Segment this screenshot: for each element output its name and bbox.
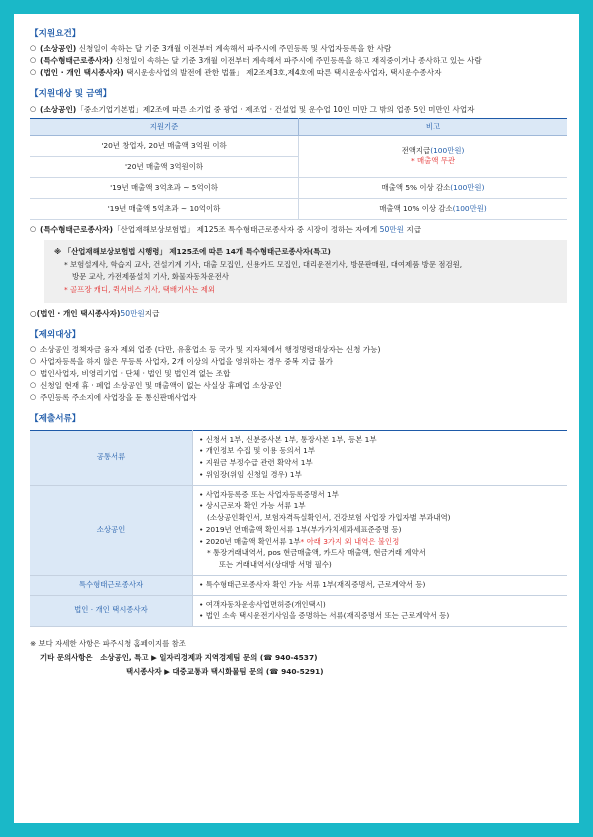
table-cell: '20년 창업자, 20년 매출액 3억원 이하 [30,135,299,156]
table-row [30,177,567,198]
doc-group-label: 특수형태근로종사자 [30,575,193,595]
list-item: ○ (소상공인) 신청일이 속하는 달 기준 3개월 이전부터 계속해서 파주시에 주민등록 및 사업자등록을 한 사람 [30,44,392,54]
section-title-eligibility: 【지원대상 및 금액】 [30,89,112,100]
doc-group-label: 공통서류 [30,430,193,485]
doc-group-label: 법인 · 개인 택시종사자 [30,595,193,626]
doc-group-items: • 사업자등록증 또는 사업자등록증명서 1부 • 상시근로자 확인 가능 서류 1부 (소상공인확인서, 보험자격득실확인서, 건강보험 사업장 가입자별 부과내역) • 2019년 연매출액 확인서류 1부(부가가치세과세표준증명 등) • 2020년 매출액 확인서류 1부 * 아래 3가지 외 내역은 불인정 * 통장거래내역서, pos 현금매출액, 카드사 매출액, 현금거래 계약서 또는 거래내역서(상대방 서명 필수) [193,485,568,575]
table-row [30,595,567,626]
table-row [30,430,567,485]
doc-group-label: 소상공인 [30,485,193,575]
table-cell-merged-note: 전액지급(100만원) * 매출액 무관 [299,135,568,177]
table-cell: '19년 매출액 5억초과 ~ 10억이하 [30,198,299,219]
table-header: 지원기준 [30,118,299,135]
table-row [30,198,567,219]
section-title-documents: 【제출서류】 [30,414,81,425]
table-cell: '20년 매출액 3억원이하 [30,156,299,177]
table-row [30,135,567,156]
contact-footer: ※ 보다 자세한 사항은 파주시청 홈페이지를 참조 기타 문의사항은 소상공인, 특고 ▶ 일자리경제과 지역경제팀 문의 (☎ 940-4537) 택시종사자 ▶ 대중교통과 택시화물팀 문의 (☎ 940-5291) [30,639,324,676]
document-page [14,14,579,823]
list-item: ○ (특수형태근로종사자) 신청일이 속하는 달 기준 3개월 이전부터 계속해서 파주시에 주민등록을 하고 재직중이거나 종사하고 있는 사람 [30,56,482,66]
doc-group-items: • 여객자동차운송사업면허증(개인택시) • 법인 소속 택시운전기사임을 증명하는 서류(재직증명서 또는 근로계약서 등) [193,595,568,626]
requirements-list [30,43,567,78]
list-item: ○ 법인사업자, 비영리기업 · 단체 · 법인 및 법인격 없는 조합 [30,369,231,379]
support-criteria-table [30,118,567,220]
table-cell: '19년 매출액 3억초과 ~ 5억이하 [30,177,299,198]
list-item: ○ 신청일 현재 휴 · 폐업 소상공인 및 매출액이 없는 사실상 휴폐업 소상공인 [30,381,282,391]
section-title-exclusions: 【제외대상】 [30,329,81,340]
table-header: 비고 [299,118,568,135]
table-row [30,575,567,595]
list-item: ○ 소상공인 정책자금 융자 제외 업종 (다만, 유흥업소 등 국가 및 지자체에서 행정명령대상자는 신청 가능) [30,345,381,355]
list-item: ○ (소상공인)「중소기업기본법」제2조에 따른 소기업 중 광업 · 제조업 · 건설업 및 운수업 10인 미만 그 밖의 업종 5인 미만인 사업자 [30,104,475,114]
section-title-requirements: 【지원요건】 [30,29,81,39]
table-cell: 매출액 5% 이상 감소(100만원) [299,177,568,198]
list-item: ○ (법인 · 개인 택시종사자) 50만원 지급 [30,308,160,318]
list-item: ○ (특수형태근로종사자)「산업재해보상보험법」 제125조 특수형태근로종사자 중 시장이 정하는 자에게 50만원 지급 [30,224,422,234]
table-row [30,485,567,575]
list-item: ○ 사업자등록을 하지 않은 무등록 사업자, 2개 이상의 사업을 영위하는 경우 중복 지급 불가 [30,357,333,367]
special-worker-note-box: ※ 「산업재해보상보험법 시행령」 제125조에 따른 14개 특수형태근로종사자(특고) * 보험설계사, 학습지 교사, 건설기계 기사, 대출 모집인, 신용카드 모집인, 대리운전기사, 방문판매원, 대여제품 방문 점검원, 방문 교사, 가전제품설치 기사, 화물자동차운전사 * 골프장 캐디, 퀵서비스 기사, 택배기사는 제외 [44,240,567,303]
list-item: ○ 주민등록 주소지에 사업장을 둔 통신판매사업자 [30,393,197,403]
exclusions-list [30,344,567,403]
table-cell: 매출액 10% 이상 감소(100만원) [299,198,568,219]
doc-group-items: • 특수형태근로종사자 확인 가능 서류 1부(재직증명서, 근로계약서 등) [193,575,568,595]
required-documents-table [30,430,567,627]
list-item: ○ (법인 · 개인 택시종사자) 택시운송사업의 발전에 관한 법률」 제2조제3호,제4호에 따른 택시운송사업자, 택시운수종사자 [30,68,442,78]
doc-group-items: • 신청서 1부, 신분증사본 1부, 통장사본 1부, 등본 1부 • 개인정보 수집 및 이용 동의서 1부 • 지원금 부정수급 관련 확약서 1부 • 위임장(위임 신청일 경우) 1부 [193,430,568,485]
